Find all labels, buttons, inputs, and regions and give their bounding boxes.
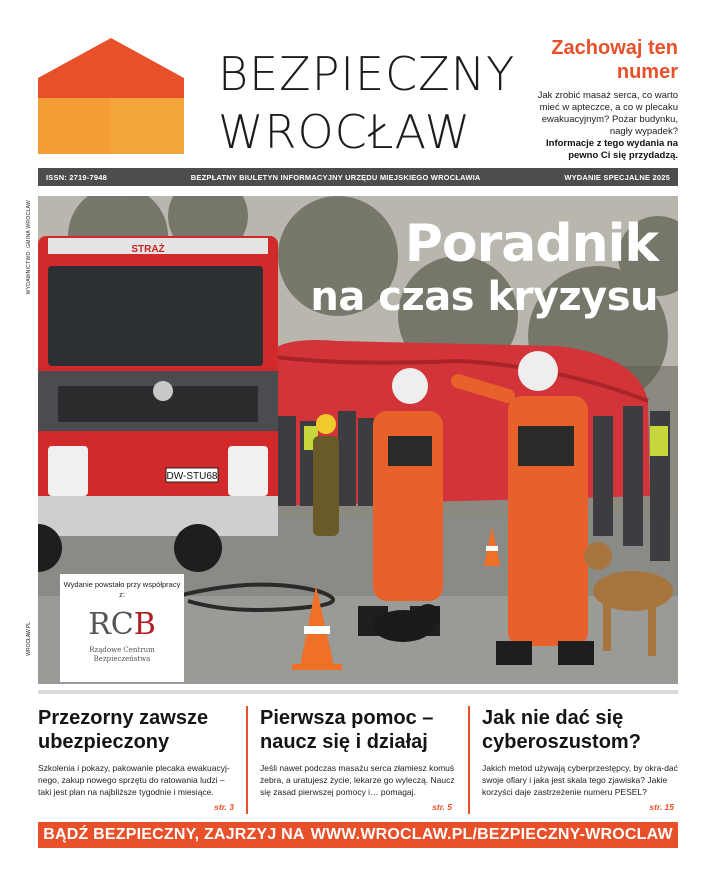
article-title: Przezorny zawsze ubezpieczony: [38, 707, 209, 753]
article-text: Szkolenia i pokazy, pakowanie plecaka ewakuacyj-nego, zakup nowego sprzętu do ratowania ludzi – taki jest plan na najbliższe tygodnie i miesiące.: [38, 763, 230, 797]
headline-line-1: Poradnik: [404, 214, 658, 274]
sidebar-body: Jak zrobić masaż serca, co warto mieć w apteczce, a co w plecaku ewakuacyjnym? Pożar budynku, nagły wypadek?: [537, 90, 678, 137]
rcb-logo: RCB: [88, 607, 156, 642]
photo-credit: WROCŁAW.PL: [26, 622, 32, 656]
hero-headline: [310, 214, 658, 320]
article-insurance[interactable]: [38, 706, 238, 814]
issn: ISSN: 2719-7948: [46, 172, 107, 182]
partner-box: [60, 574, 184, 682]
partner-name-line-2: Bezpieczeństwa: [93, 655, 151, 663]
article-title: Jak nie dać się cyberoszustom?: [482, 707, 641, 753]
license-plate: DW-STU68: [166, 471, 218, 482]
partner-name-line-1: Rządowe Centrum: [89, 646, 155, 654]
article-cyber-fraud[interactable]: [468, 706, 678, 814]
article-text: Jeśli nawet podczas masażu serca złamiesz komuś żebra, a uratujesz życie, lekarze go wyleczą. Naucz się zasad pierwszej pomocy i… pomagaj.: [260, 763, 455, 797]
hero-photo: [38, 196, 678, 684]
article-first-aid[interactable]: [246, 706, 456, 814]
info-strip: [38, 168, 678, 186]
article-page-ref[interactable]: str. 15: [649, 802, 674, 812]
article-page-ref[interactable]: str. 3: [214, 802, 234, 812]
footer-banner[interactable]: [38, 822, 678, 848]
title-line-2: WROCŁAW: [218, 105, 472, 159]
headline-line-2: na czas kryzysu: [310, 274, 658, 320]
edition-label: WYDANIE SPECJALNE 2025: [564, 172, 670, 182]
masthead-title: [218, 48, 518, 158]
article-title: Pierwsza pomoc – naucz się i działaj: [260, 707, 434, 753]
sidebar-headline: Zachowaj ten numer: [551, 37, 678, 83]
bulletin-description: BEZPŁATNY BIULETYN INFORMACYJNY URZĘDU MIEJSKIEGO WROCŁAWIA: [190, 172, 481, 182]
banner-prefix: BĄDŹ BEZPIECZNY, ZAJRZYJ NA: [43, 826, 305, 843]
partner-note: Wydanie powstało przy współpracy z:: [63, 580, 181, 599]
title-line-1: BEZPIECZNY: [218, 47, 516, 101]
banner-url-link[interactable]: WWW.WROCLAW.PL/BEZPIECZNY-WROCLAW: [310, 826, 673, 843]
article-page-ref[interactable]: str. 5: [432, 802, 452, 812]
sidebar-emphasis: Informacje z tego wydania na pewno Ci się przydadzą.: [546, 138, 678, 161]
section-divider: [38, 690, 678, 694]
truck-label: STRAŻ: [131, 244, 165, 255]
article-text: Jakich metod używają cyberprzestępcy, by okra-dać swoje ofiary i jaka jest skala tego zjawiska? Jakie korzyści daje zastrzeżenie numeru PESEL?: [482, 763, 678, 797]
side-credit: WYDAWNICTWO: GMINA WROCŁAW: [26, 200, 32, 295]
house-logo-icon: [38, 38, 184, 154]
sidebar-teaser: [528, 36, 678, 162]
